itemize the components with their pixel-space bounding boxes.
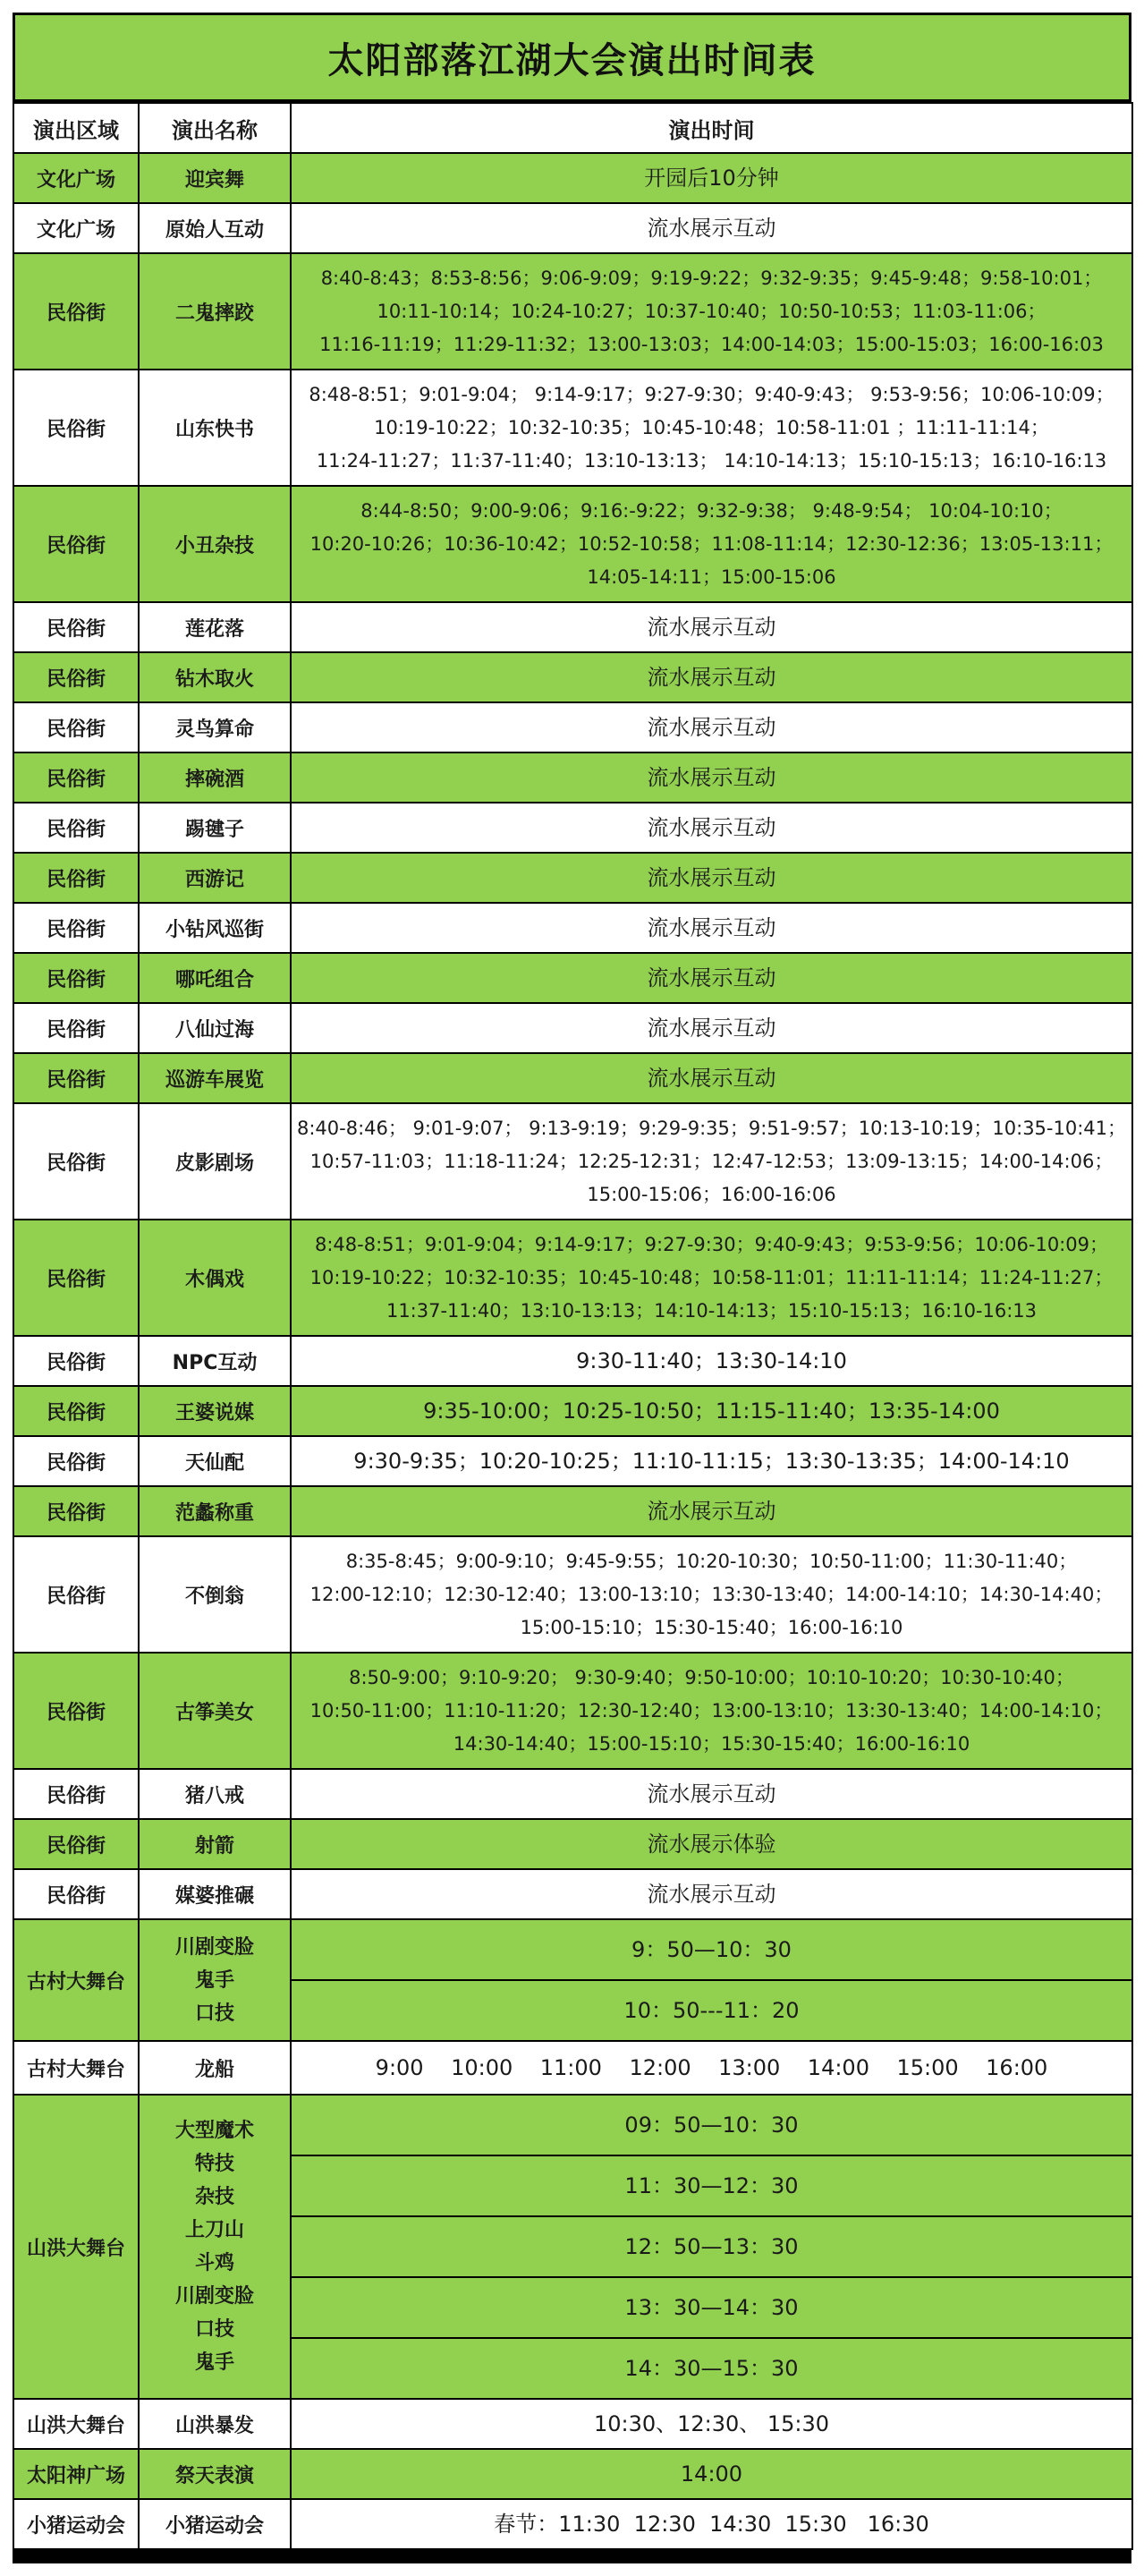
row-area: 民俗街 [13,1386,139,1436]
row-name: 灵鸟算命 [139,702,291,752]
table-row [13,1486,1132,1536]
row-area: 文化广场 [13,203,139,253]
time-line: 8:48-8:51；9:01-9:04； 9:14-9:17；9:27-9:30；9:40-9:43； 9:53-9:56；10:06-10:09； [309,383,1114,405]
time-line: 8:40-8:43；8:53-8:56；9:06-9:09；9:19-9:22；9:32-9:35；9:45-9:48；9:58-10:01； [320,267,1103,289]
row-name: 钻木取火 [139,652,291,702]
program-name: 川剧变脸 [174,1935,254,1959]
row-name: 猪八戒 [139,1769,291,1819]
row-area: 文化广场 [13,153,139,203]
row-area: 民俗街 [13,253,139,370]
row-area: 民俗街 [13,1486,139,1536]
row-area: 民俗街 [13,1003,139,1053]
time-line: 8:44-8:50；9:00-9:06；9:16:-9:22；9:32-9:38； 9:48-9:54； 10:04-10:10； [360,499,1063,522]
row-name [139,2095,291,2399]
table-row [13,253,1132,370]
time-line: 9:35-10:00；10:25-10:50；11:15-11:40；13:35-14:00 [423,1398,1000,1424]
table-row [13,2041,1132,2095]
row-time [291,153,1132,203]
header-area: 演出区域 [13,103,139,153]
row-name: 迎宾舞 [139,153,291,203]
row-time: 09：50—10：30 [291,2095,1132,2155]
table-row [13,1919,1132,1980]
row-name: 莲花落 [139,602,291,652]
row-area: 民俗街 [13,1103,139,1220]
row-name [139,1919,291,2041]
table-row [13,1653,1132,1769]
time-line: 12:00-12:10；12:30-12:40；13:00-13:10；13:30-13:40；14:00-14:10；14:30-14:40； [309,1583,1114,1605]
row-time [291,803,1132,853]
row-name: NPC互动 [139,1336,291,1386]
row-area: 民俗街 [13,652,139,702]
row-name: 小猪运动会 [139,2499,291,2549]
time-line: 10:11-10:14；10:24-10:27；10:37-10:40；10:50-10:53；11:03-11:06； [377,300,1047,322]
row-time: 春节：11:30 12:30 14:30 15:30 16:30 [291,2499,1132,2549]
header-name: 演出名称 [139,103,291,153]
row-area: 古村大舞台 [13,1919,139,2041]
row-area: 民俗街 [13,486,139,602]
row-time [291,702,1132,752]
schedule-table [13,102,1133,2550]
row-time: 14：30—15：30 [291,2338,1132,2399]
row-name: 不倒翁 [139,1536,291,1653]
time-line: 开园后10分钟 [644,165,779,191]
time-line: 流水展示互动 [647,614,776,640]
row-area: 民俗街 [13,602,139,652]
program-name: 口技 [194,2318,234,2341]
table-row [13,2095,1132,2155]
row-name: 八仙过海 [139,1003,291,1053]
time-line: 14:30-14:40；15:00-15:10；15:30-15:40；16:00-16:10 [453,1732,970,1755]
row-time [291,486,1132,602]
program-name: 特技 [194,2153,234,2175]
row-name: 小丑杂技 [139,486,291,602]
program-name: 大型魔术 [174,2120,254,2142]
time-line: 15:00-15:10；15:30-15:40；16:00-16:10 [520,1616,903,1638]
row-area: 山洪大舞台 [13,2399,139,2449]
table-row [13,1336,1132,1386]
table-row [13,2449,1132,2499]
row-area: 小猪运动会 [13,2499,139,2549]
table-row [13,1386,1132,1436]
row-time: 9：50—10：30 [291,1919,1132,1980]
program-name: 鬼手 [194,1968,234,1992]
time-line: 流水展示互动 [647,764,776,790]
row-time [291,853,1132,903]
row-name: 摔碗酒 [139,752,291,803]
row-name: 天仙配 [139,1436,291,1486]
time-line: 14:05-14:11；15:00-15:06 [587,565,836,588]
time-line: 10:19-10:22；10:32-10:35；10:45-10:48；10:58-11:01 ；11:11-11:14； [374,416,1049,438]
row-time [291,1220,1132,1336]
time-line: 9:30-11:40；13:30-14:10 [576,1348,847,1373]
table-row [13,602,1132,652]
time-line: 流水展示互动 [647,814,776,840]
table-row [13,853,1132,903]
time-line: 流水展示互动 [647,1065,776,1091]
time-line: 8:35-8:45；9:00-9:10；9:45-9:55；10:20-10:30；10:50-11:00；11:30-11:40； [345,1550,1078,1572]
row-name: 皮影剧场 [139,1103,291,1220]
row-name: 山东快书 [139,370,291,486]
program-name: 上刀山 [184,2219,244,2241]
row-name: 山洪暴发 [139,2399,291,2449]
row-time [291,203,1132,253]
row-area: 民俗街 [13,370,139,486]
row-name: 木偶戏 [139,1220,291,1336]
table-row [13,903,1132,953]
row-name: 射箭 [139,1819,291,1869]
time-line: 流水展示体验 [647,1831,776,1857]
table-row [13,652,1132,702]
row-name: 王婆说媒 [139,1386,291,1436]
row-name: 古筝美女 [139,1653,291,1769]
row-area: 民俗街 [13,702,139,752]
time-line: 10:57-11:03；11:18-11:24；12:25-12:31；12:47-12:53；13:09-13:15；14:00-14:06； [309,1150,1114,1172]
row-time [291,903,1132,953]
row-name: 祭天表演 [139,2449,291,2499]
row-name: 媒婆推碾 [139,1869,291,1919]
program-name: 杂技 [194,2186,234,2208]
row-time [291,953,1132,1003]
time-line: 8:50-9:00；9:10-9:20； 9:30-9:40；9:50-10:00；10:10-10:20；10:30-10:40； [349,1666,1074,1688]
row-time [291,1536,1132,1653]
table-row [13,203,1132,253]
row-area: 民俗街 [13,1536,139,1653]
table-row [13,2499,1132,2549]
row-time [291,1386,1132,1436]
time-line: 15:00-15:06；16:00-16:06 [587,1183,836,1205]
table-row [13,1819,1132,1869]
time-line: 10:20-10:26；10:36-10:42；10:52-10:58；11:08-11:14；12:30-12:36；13:05-13:11； [309,532,1114,555]
table-row [13,2399,1132,2449]
program-name: 鬼手 [194,2351,234,2374]
row-area: 民俗街 [13,1220,139,1336]
row-time: 13：30—14：30 [291,2277,1132,2338]
row-area: 民俗街 [13,1053,139,1103]
row-area: 民俗街 [13,1336,139,1386]
table-row [13,1003,1132,1053]
time-line: 11:37-11:40；13:10-13:13；14:10-14:13；15:10-15:13；16:10-16:13 [386,1299,1038,1322]
row-area: 民俗街 [13,752,139,803]
row-area: 民俗街 [13,1436,139,1486]
table-row [13,803,1132,853]
program-name: 口技 [194,2002,234,2025]
time-line: 流水展示互动 [647,215,776,241]
row-time: 12：50—13：30 [291,2216,1132,2277]
table-row [13,1103,1132,1220]
row-time [291,1103,1132,1220]
table-row [13,370,1132,486]
time-line: 10:50-11:00；11:10-11:20；12:30-12:40；13:00-13:10；13:30-13:40；14:00-14:10； [309,1699,1114,1722]
table-row [13,702,1132,752]
row-area: 山洪大舞台 [13,2095,139,2399]
row-area: 民俗街 [13,1869,139,1919]
row-time: 11：30—12：30 [291,2155,1132,2216]
row-time [291,1053,1132,1103]
time-line: 流水展示互动 [647,1498,776,1524]
row-area: 古村大舞台 [13,2041,139,2095]
row-name: 二鬼摔跤 [139,253,291,370]
row-time [291,1003,1132,1053]
header-time: 演出时间 [291,103,1132,153]
table-row [13,752,1132,803]
row-area: 太阳神广场 [13,2449,139,2499]
table-row [13,1053,1132,1103]
table-row [13,486,1132,602]
row-time [291,1653,1132,1769]
time-line: 流水展示互动 [647,864,776,890]
row-time [291,370,1132,486]
time-line: 流水展示互动 [647,1881,776,1907]
time-line: 流水展示互动 [647,664,776,690]
table-row [13,953,1132,1003]
row-area: 民俗街 [13,853,139,903]
row-time [291,1819,1132,1869]
time-line: 10:19-10:22；10:32-10:35；10:45-10:48；10:58-11:01；11:11-11:14；11:24-11:27； [309,1266,1114,1288]
program-name: 斗鸡 [194,2252,234,2274]
row-area: 民俗街 [13,903,139,953]
row-time [291,602,1132,652]
row-time [291,1869,1132,1919]
row-time: 10：50---11：20 [291,1980,1132,2041]
table-row [13,1436,1132,1486]
time-line: 9:30-9:35；10:20-10:25；11:10-11:15；13:30-13:35；14:00-14:10 [353,1448,1070,1474]
row-name: 小钻风巡街 [139,903,291,953]
table-row [13,1536,1132,1653]
row-area: 民俗街 [13,803,139,853]
table-row [13,1769,1132,1819]
page-title: 太阳部落江湖大会演出时间表 [13,13,1131,102]
row-time [291,752,1132,803]
row-name: 原始人互动 [139,203,291,253]
row-area: 民俗街 [13,1653,139,1769]
row-name: 哪吒组合 [139,953,291,1003]
row-time [291,652,1132,702]
row-area: 民俗街 [13,1819,139,1869]
table-row [13,153,1132,203]
row-time: 10:30、12:30、 15:30 [291,2399,1132,2449]
row-time: 14:00 [291,2449,1132,2499]
row-time [291,1436,1132,1486]
time-line: 11:24-11:27；11:37-11:40；13:10-13:13； 14:10-14:13；15:10-15:13；16:10-16:13 [316,449,1107,472]
time-line: 流水展示互动 [647,1015,776,1041]
row-time [291,253,1132,370]
row-name: 范蠡称重 [139,1486,291,1536]
time-line: 流水展示互动 [647,965,776,990]
row-name: 龙船 [139,2041,291,2095]
time-line: 流水展示互动 [647,914,776,940]
schedule-sheet [13,13,1131,2563]
time-line: 11:16-11:19；11:29-11:32；13:00-13:03；14:00-14:03；15:00-15:03；16:00-16:03 [319,333,1104,355]
header-row [13,103,1132,153]
row-name: 巡游车展览 [139,1053,291,1103]
row-time [291,1769,1132,1819]
row-area: 民俗街 [13,1769,139,1819]
row-name: 踢毽子 [139,803,291,853]
row-name: 西游记 [139,853,291,903]
row-time: 9:00 10:00 11:00 12:00 13:00 14:00 15:00 16:00 [291,2041,1132,2095]
program-name: 川剧变脸 [174,2285,254,2308]
row-time [291,1336,1132,1386]
time-line: 8:48-8:51；9:01-9:04；9:14-9:17；9:27-9:30；9:40-9:43；9:53-9:56；10:06-10:09； [315,1233,1108,1255]
time-line: 流水展示互动 [647,714,776,740]
row-area: 民俗街 [13,953,139,1003]
row-time [291,1486,1132,1536]
time-line: 8:40-8:46； 9:01-9:07； 9:13-9:19；9:29-9:35；9:51-9:57；10:13-10:19；10:35-10:41； [296,1117,1127,1139]
table-row [13,1220,1132,1336]
table-row [13,1869,1132,1919]
time-line: 流水展示互动 [647,1781,776,1807]
